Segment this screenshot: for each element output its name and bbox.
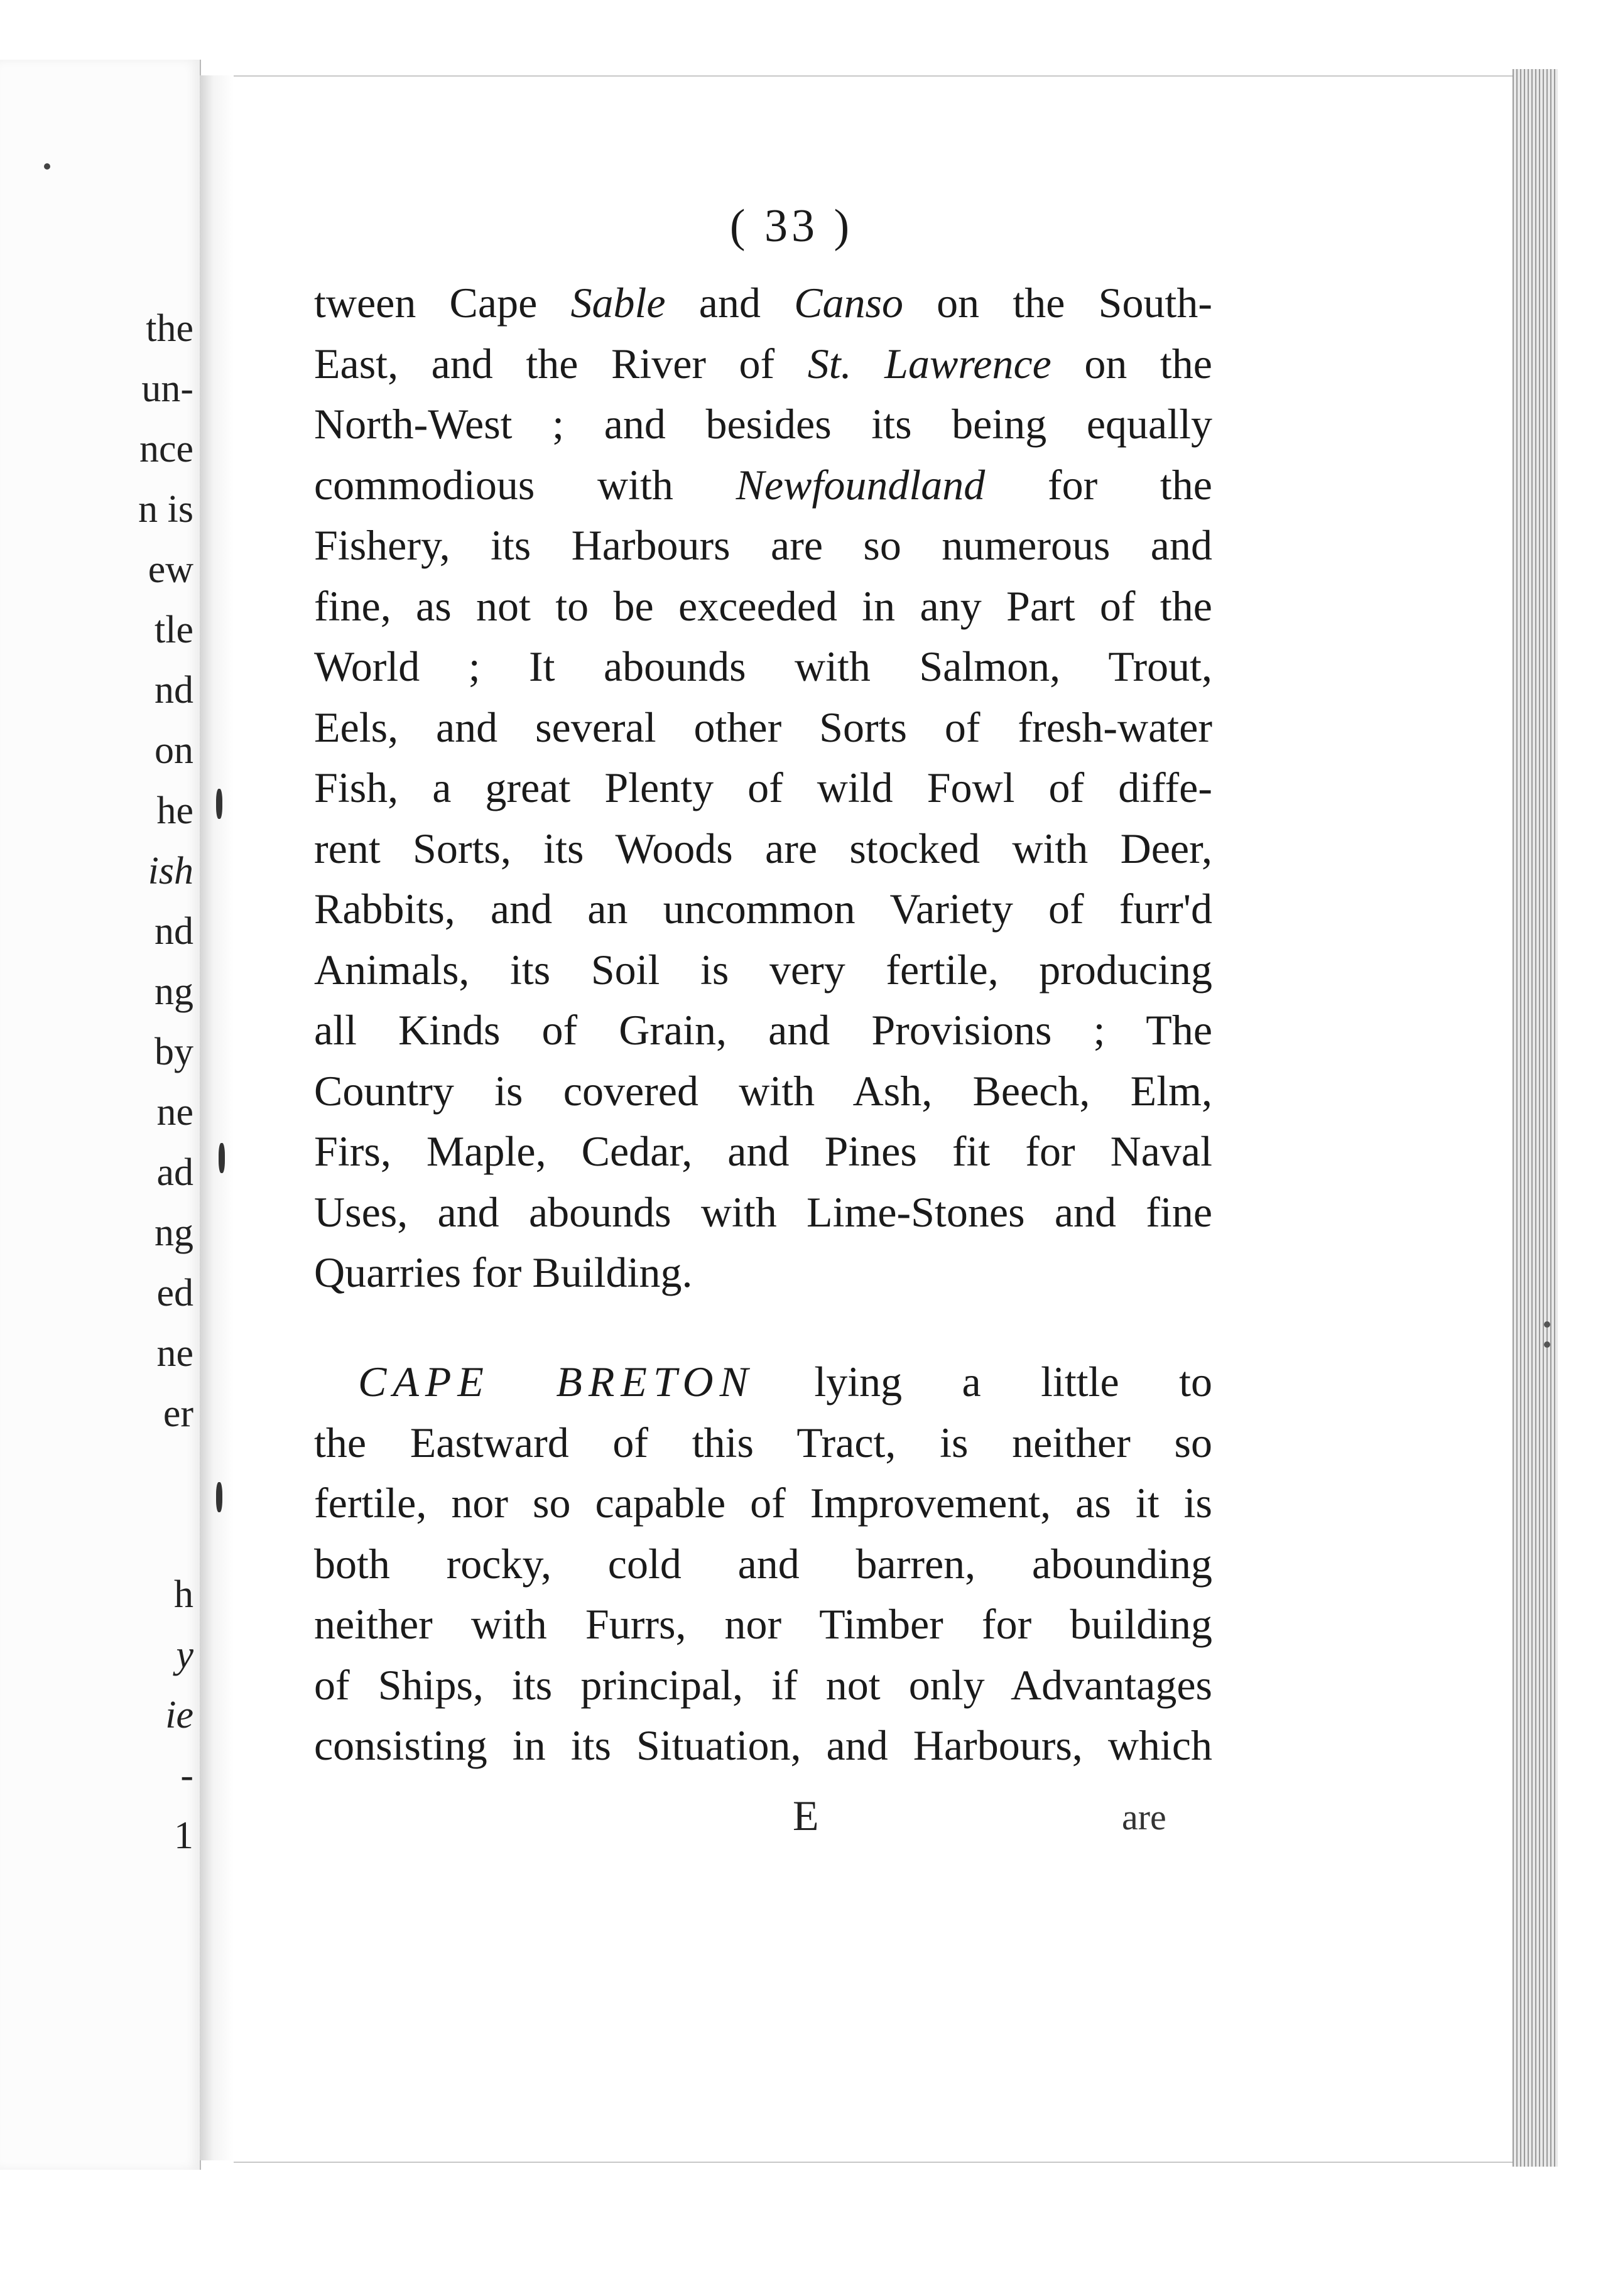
page-number-header: ( 33 ): [729, 200, 854, 252]
left-fragment: h: [174, 1573, 193, 1616]
text-line: North-West ; and besides its being equally: [314, 400, 1212, 448]
text-line: Animals, its Soil is very fertile, producing: [314, 945, 1212, 994]
left-fragment: the: [146, 307, 193, 350]
text-line: tween Cape Sable and Canso on the South-: [314, 279, 1212, 327]
text-line: Uses, and abounds with Lime-Stones and fine: [314, 1188, 1212, 1236]
left-fragment: nce: [139, 428, 193, 470]
text-line: Firs, Maple, Cedar, and Pines fit for Naval: [314, 1127, 1212, 1175]
text-line: Quarries for Building.: [314, 1248, 693, 1296]
left-fragment: 1: [174, 1814, 193, 1857]
catchword: are: [1122, 1797, 1166, 1838]
text-line: CAPE BRETON lying a little to: [358, 1358, 1212, 1405]
text-line: consisting in its Situation, and Harbours, which: [314, 1721, 1212, 1769]
left-fragment: by: [155, 1031, 193, 1073]
left-fragment: nd: [155, 669, 193, 712]
left-fragment: ne: [156, 1332, 193, 1375]
text-line: the Eastward of this Tract, is neither so: [314, 1418, 1212, 1466]
left-fragment: ed: [156, 1272, 193, 1314]
text-line: Rabbits, and an uncommon Variety of furr'd: [314, 885, 1212, 933]
left-page-text-fragments: [93, 298, 193, 1866]
text-line: both rocky, cold and barren, abounding: [314, 1539, 1212, 1588]
left-fragment: n is: [138, 488, 193, 531]
left-fragment: ng: [155, 970, 193, 1013]
edge-mark: [1544, 1341, 1550, 1348]
left-fragment: un-: [141, 367, 193, 410]
left-fragment: [93, 1504, 193, 1564]
left-fragment: ie: [165, 1694, 193, 1736]
left-page: [0, 60, 201, 2170]
text-line: Eels, and several other Sorts of fresh-water: [314, 703, 1212, 751]
left-fragment: y: [176, 1633, 193, 1676]
left-fragment: ad: [156, 1151, 193, 1194]
left-fragment: nd: [155, 910, 193, 953]
book-gutter: [200, 75, 234, 2160]
left-fragment: ish: [148, 850, 193, 892]
binding-mark: [219, 1143, 225, 1173]
left-fragment: he: [156, 789, 193, 832]
left-fragment: tle: [155, 609, 193, 651]
text-line: neither with Furrs, nor Timber for building: [314, 1600, 1212, 1648]
left-fragment: er: [163, 1392, 193, 1435]
text-line: fine, as not to be exceeded in any Part of the: [314, 582, 1212, 630]
edge-mark: [1544, 1321, 1550, 1328]
left-fragment: [93, 1444, 193, 1504]
text-line: Country is covered with Ash, Beech, Elm,: [314, 1066, 1212, 1115]
text-line: of Ships, its principal, if not only Advantages: [314, 1660, 1212, 1709]
paragraph-1: [314, 273, 1212, 1303]
binding-mark: [216, 1482, 222, 1512]
left-fragment: ne: [156, 1091, 193, 1134]
binding-mark: [216, 789, 222, 819]
page-edges: [1513, 69, 1558, 2167]
text-line: commodious with Newfoundland for the: [314, 460, 1212, 509]
text-line: East, and the River of St. Lawrence on the: [314, 339, 1212, 387]
left-fragment: on: [155, 729, 193, 772]
text-line: Fish, a great Plenty of wild Fowl of diffe-: [314, 764, 1212, 811]
ink-dot: [44, 163, 50, 170]
left-fragment: ng: [155, 1211, 193, 1254]
left-fragment: ew: [148, 548, 193, 591]
text-line: World ; It abounds with Salmon, Trout,: [314, 642, 1212, 690]
text-line: Fishery, its Harbours are so numerous and: [314, 521, 1212, 569]
text-line: all Kinds of Grain, and Provisions ; The: [314, 1006, 1212, 1054]
left-fragment: -: [180, 1754, 193, 1797]
signature-mark: E: [793, 1792, 819, 1839]
paragraph-2: [314, 1351, 1212, 1776]
text-line: fertile, nor so capable of Improvement, as it is: [314, 1479, 1212, 1527]
text-line: rent Sorts, its Woods are stocked with Deer,: [314, 824, 1212, 872]
